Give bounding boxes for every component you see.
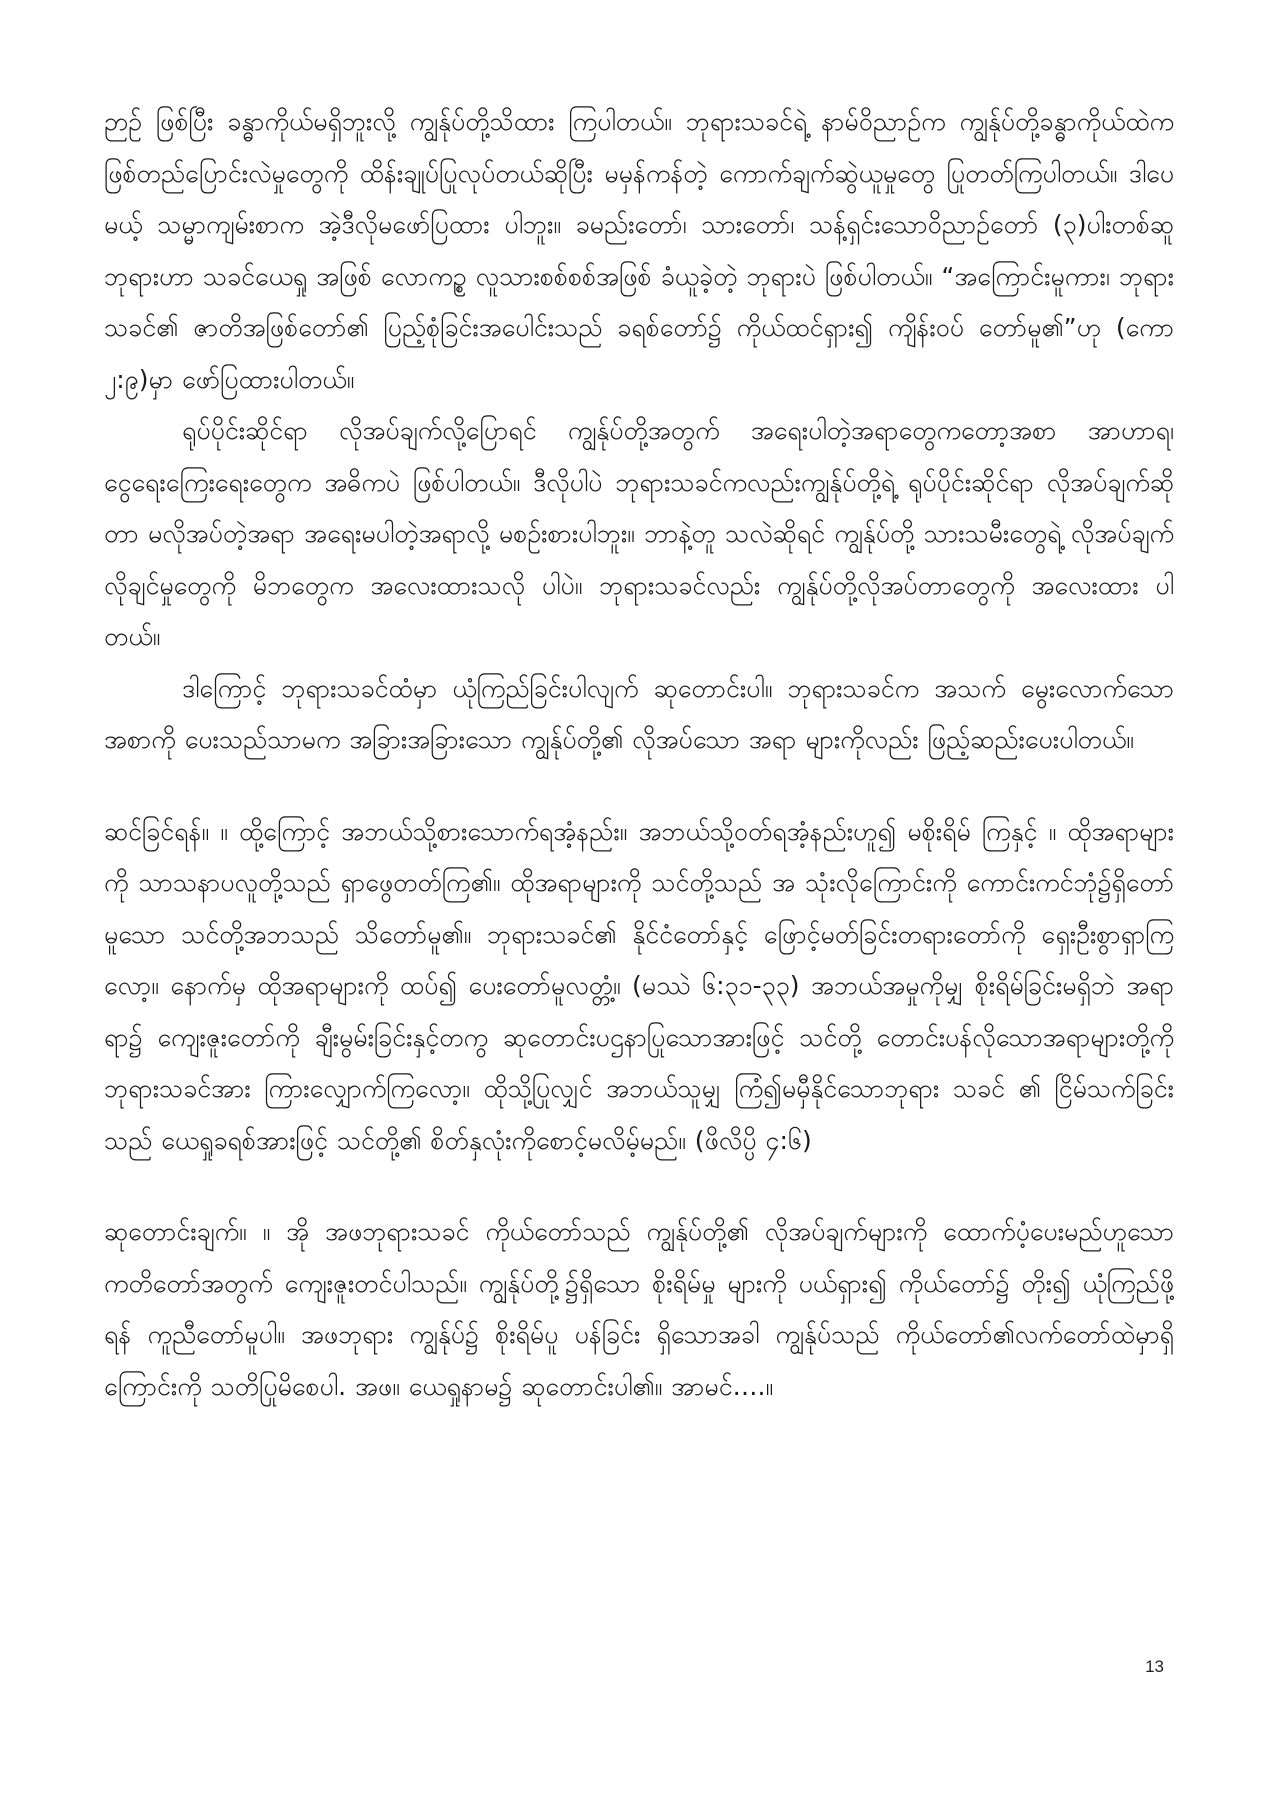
document-page [104,96,1174,1412]
section-spacer [104,1166,1174,1206]
paragraph-3: ဒါကြောင့် ဘုရားသခင်ထံမှာ ယုံကြည်ခြင်းပါလျက် ဆုတောင်းပါ။ ဘုရားသခင်က အသက် မွေးလောက်သော အစာကို ပေးသည်သာမက အခြားအခြားသော ကျွန်ုပ်တို့၏ လိုအပ်သော အရာ များကိုလည်း ဖြည့်ဆည်းပေးပါတယ်။ [104,673,1174,754]
prayer-section [104,1206,1174,1412]
page-number: 13 [1145,1657,1164,1676]
paragraph-1: ဉာဉ် ဖြစ်ပြီး ခန္ဓာကိုယ်မရှိဘူးလို့ ကျွန်ုပ်တို့သိထား ကြပါတယ်။ ဘုရားသခင်ရဲ့ နာမ်ဝိညာဉ်က ကျွန်ုပ်တို့ခန္ဓာကိုယ်ထဲက ဖြစ်တည်ပြောင်းလဲမှုတွေကို ထိန်းချုပ်ပြုလုပ်တယ်ဆိုပြီး မမှန်ကန်တဲ့ ကောက်ချက်ဆွဲယူမှုတွေ ပြုတတ်ကြပါတယ်။ ဒါပေမယ့် သမ္မာကျမ်းစာက အဲ့ဒီလိုမဖော်ပြထား ပါဘူး။ ခမည်းတော်၊ သားတော်၊ သန့်ရှင်းသောဝိညာဉ်တော် (၃)ပါးတစ်ဆူ ဘုရားဟာ သခင်ယေရှု အဖြစ် လောကဥ္စ လူသားစစ်စစ်အဖြစ် ခံယူခဲ့တဲ့ ဘုရားပဲ ဖြစ်ပါတယ်။ “အကြောင်းမူကား၊ ဘုရား သခင်၏ ဇာတိအဖြစ်တော်၏ ပြည့်စုံခြင်းအပေါင်းသည် ခရစ်တော်၌ ကိုယ်ထင်ရှား၍ ကျိန်းဝပ် တော်မူ၏”ဟု (ကော ၂:၉)မှာ ဖော်ပြထားပါတယ်။ [104,107,1174,394]
paragraph-2: ရုပ်ပိုင်းဆိုင်ရာ လိုအပ်ချက်လို့ပြောရင် ကျွန်ုပ်တို့အတွက် အရေးပါတဲ့အရာတွေကတော့အစာ အာဟာရ၊ ငွေရေးကြေးရေးတွေက အဓိကပဲ ဖြစ်ပါတယ်။ ဒီလိုပါပဲ ဘုရားသခင်ကလည်းကျွန်ုပ်တို့ရဲ့ ရုပ်ပိုင်းဆိုင်ရာ လိုအပ်ချက်ဆိုတာ မလိုအပ်တဲ့အရာ အရေးမပါတဲ့အရာလို့ မစဉ်းစားပါဘူး။ ဘာနဲ့တူ သလဲဆိုရင် ကျွန်ုပ်တို့ သားသမီးတွေရဲ့ လိုအပ်ချက် လိုချင်မှုတွေကို မိဘတွေက အလေးထားသလို ပါပဲ။ ဘုရားသခင်လည်း ကျွန်ုပ်တို့လိုအပ်တာတွေကို အလေးထား ပါတယ်။ [104,416,1174,651]
section-spacer [104,766,1174,806]
body-section-1 [104,96,1174,766]
meditation-paragraph: ဆင်ခြင်ရန်။ ။ ထို့ကြောင့် အဘယ်သို့စားသောက်ရအံ့နည်း။ အဘယ်သို့ဝတ်ရအံ့နည်းဟူ၍ မစိုးရိမ် ကြနှင့် ။ ထိုအရာများကို သာသနာပလူတို့သည် ရှာဖွေတတ်ကြ၏။ ထိုအရာများကို သင်တို့သည် အ သုံးလိုကြောင်းကို ကောင်းကင်ဘုံ၌ရှိတော်မူသော သင်တို့အဘသည် သိတော်မူ၏။ ဘုရားသခင်၏ နိုင်ငံတော်နှင့် ဖြောင့်မတ်ခြင်းတရားတော်ကို ရှေးဦးစွာရှာကြလော့။ နောက်မှ ထိုအရာများကို ထပ်၍ ပေးတော်မူလတ္တံ့။ (မဿဲ ၆:၃၁-၃၃) အဘယ်အမှုကိုမျှ စိုးရိမ်ခြင်းမရှိဘဲ အရာရာ၌ ကျေးဇူးတော်ကို ချီးမွမ်းခြင်းနှင့်တကွ ဆုတောင်းပဌနာပြုသောအားဖြင့် သင်တို့ တောင်းပန်လိုသောအရာများတို့ကို ဘုရားသခင်အား ကြားလျှောက်ကြလော့။ ထိုသို့ပြုလျှင် အဘယ်သူမျှ ကြံ၍မမှီနိုင်သောဘုရား သခင် ၏ ငြိမ်သက်ခြင်းသည် ယေရှုခရစ်အားဖြင့် သင်တို့၏ စိတ်နှလုံးကိုစောင့်မလိမ့်မည်။ (ဖိလိပ္ပိ ၄:၆) [104,816,1174,1155]
meditation-section [104,806,1174,1167]
prayer-paragraph: ဆုတောင်းချက်။ ။ အို အဖဘုရားသခင် ကိုယ်တော်သည် ကျွန်ုပ်တို့၏ လိုအပ်ချက်များကို ထောက်ပံ့ပေးမည်ဟူသော ကတိတော်အတွက် ကျေးဇူးတင်ပါသည်။ ကျွန်ုပ်တို့၌ရှိသော စိုးရိမ်မှု များကို ပယ်ရှား၍ ကိုယ်တော်၌ တိုး၍ ယုံကြည်ဖို့ရန် ကူညီတော်မူပါ။ အဖဘုရား ကျွန်ုပ်၌ စိုးရိမ်ပူ ပန်ခြင်း ရှိသောအခါ ကျွန်ုပ်သည် ကိုယ်တော်၏လက်တော်ထဲမှာရှိကြောင်းကို သတိပြုမိစေပါ. အဖ။ ယေရှုနာမ၌ ဆုတောင်းပါ၏။ အာမင်….။ [104,1217,1174,1401]
